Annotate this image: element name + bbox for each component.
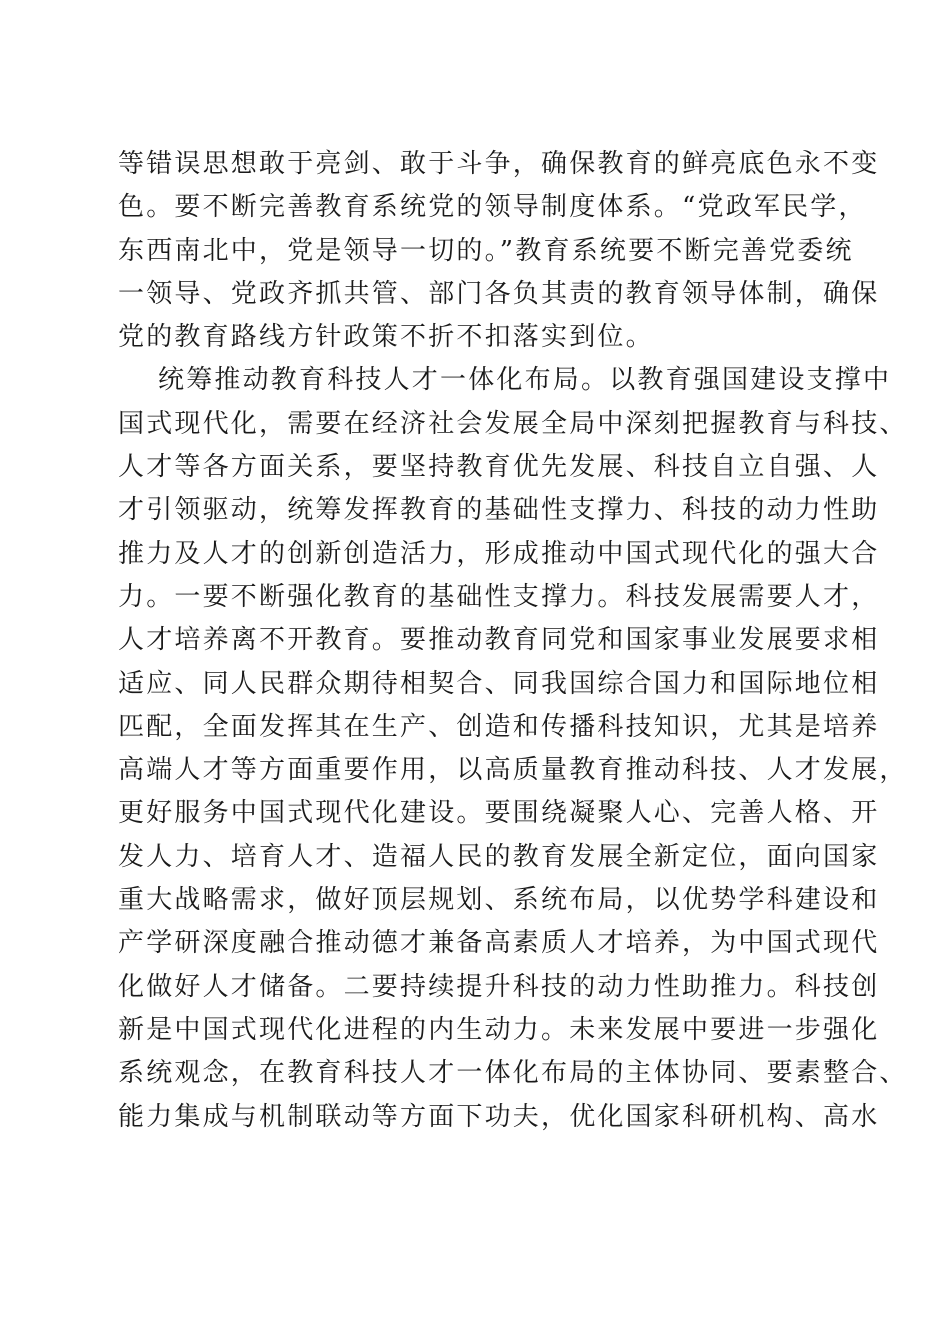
paragraph-2 [118, 359, 908, 1138]
text-line: 化做好人才储备。二要持续提升科技的动力性助推力。科技创 [118, 971, 880, 1002]
text-line: 才引领驱动，统筹发挥教育的基础性支撑力、科技的动力性助 [118, 495, 880, 526]
text-line: 重大战略需求，做好顶层规划、系统布局，以优势学科建设和 [118, 885, 880, 916]
text-line: 产学研深度融合推动德才兼备高素质人才培养，为中国式现代 [118, 928, 880, 959]
text-line: 发人力、培育人才、造福人民的教育发展全新定位，面向国家 [118, 841, 880, 872]
text-line: 国式现代化，需要在经济社会发展全局中深刻把握教育与科技、 [118, 408, 908, 439]
text-line: 人才培养离不开教育。要推动教育同党和国家事业发展要求相 [118, 625, 880, 656]
text-line: 党的教育路线方针政策不折不扣落实到位。 [118, 322, 654, 353]
text-line: 人才等各方面关系，要坚持教育优先发展、科技自立自强、人 [118, 452, 880, 483]
text-line: 高端人才等方面重要作用，以高质量教育推动科技、人才发展， [118, 755, 908, 786]
text-line: 统筹推动教育科技人才一体化布局。以教育强国建设支撑中 [158, 365, 892, 396]
text-line: 力。一要不断强化教育的基础性支撑力。科技发展需要人才， [118, 581, 880, 612]
text-line: 新是中国式现代化进程的内生动力。未来发展中要进一步强化 [118, 1014, 880, 1045]
text-line: 能力集成与机制联动等方面下功夫，优化国家科研机构、高水 [118, 1101, 880, 1132]
body-text [118, 143, 908, 1139]
text-line: 推力及人才的创新创造活力，形成推动中国式现代化的强大合 [118, 538, 880, 569]
text-line: 适应、同人民群众期待相契合、同我国综合国力和国际地位相 [118, 668, 880, 699]
text-line: 等错误思想敢于亮剑、敢于斗争，确保教育的鲜亮底色永不变 [118, 149, 880, 179]
text-line: 更好服务中国式现代化建设。要围绕凝聚人心、完善人格、开 [118, 798, 880, 829]
text-line: 匹配，全面发挥其在生产、创造和传播科技知识，尤其是培养 [118, 711, 880, 742]
text-line: 一领导、党政齐抓共管、部门各负其责的教育领导体制，确保 [118, 278, 880, 309]
paragraph-1 [118, 143, 880, 359]
text-line: 东西南北中，党是领导一切的。”教育系统要不断完善党委统 [118, 235, 854, 266]
text-line: 系统观念，在教育科技人才一体化布局的主体协同、要素整合、 [118, 1058, 908, 1089]
text-line: 色。要不断完善教育系统党的领导制度体系。“党政军民学， [118, 192, 867, 223]
